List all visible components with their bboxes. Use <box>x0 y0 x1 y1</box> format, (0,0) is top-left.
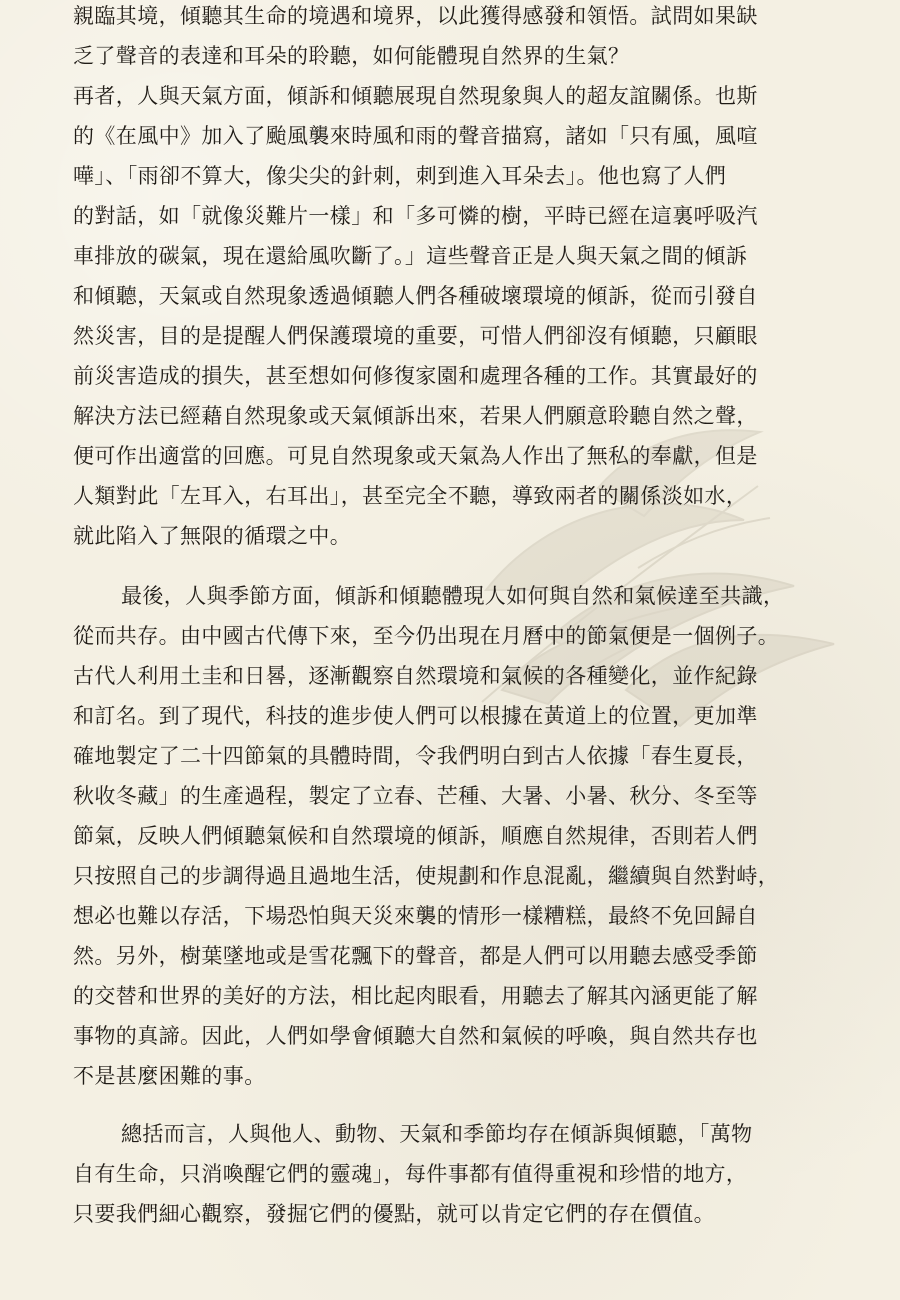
text-line: 古代人利用土圭和日晷，逐漸觀察自然環境和氣候的各種變化，並作紀錄 <box>73 664 758 688</box>
text-line: 解決方法已經藉自然現象或天氣傾訴出來，若果人們願意聆聽自然之聲， <box>73 404 758 428</box>
text-line: 前災害造成的損失，甚至想如何修復家園和處理各種的工作。其實最好的 <box>73 364 758 388</box>
text-line: 然災害，目的是提醒人們保護環境的重要，可惜人們卻沒有傾聽，只顧眼 <box>73 324 758 348</box>
text-line: 想必也難以存活，下場恐怕與天災來襲的情形一樣糟糕，最終不免回歸自 <box>73 904 758 928</box>
text-line: 最後，人與季節方面，傾訴和傾聽體現人如何與自然和氣候達至共識， <box>121 584 785 608</box>
text-line: 和訂名。到了現代，科技的進步使人們可以根據在黃道上的位置，更加準 <box>73 704 758 728</box>
text-line: 然。另外，樹葉墜地或是雪花飄下的聲音，都是人們可以用聽去感受季節 <box>73 944 758 968</box>
text-line: 便可作出適當的回應。可見自然現象或天氣為人作出了無私的奉獻，但是 <box>73 444 758 468</box>
text-line: 秋收冬藏」的生產過程，製定了立春、芒種、大暑、小暑、秋分、冬至等 <box>73 784 758 808</box>
text-line: 自有生命，只消喚醒它們的靈魂」，每件事都有值得重視和珍惜的地方， <box>73 1162 748 1186</box>
text-line: 再者，人與天氣方面，傾訴和傾聽展現自然現象與人的超友誼關係。也斯 <box>73 84 758 108</box>
text-line: 的交替和世界的美好的方法，相比起肉眼看，用聽去了解其內涵更能了解 <box>73 984 758 1008</box>
text-line: 車排放的碳氣，現在還給風吹斷了。」這些聲音正是人與天氣之間的傾訴 <box>73 244 748 268</box>
text-line: 的對話，如「就像災難片一樣」和「多可憐的樹，平時已經在這裏呼吸汽 <box>73 204 758 228</box>
text-line: 親臨其境，傾聽其生命的境遇和境界，以此獲得感發和領悟。試問如果缺 <box>73 4 758 28</box>
text-line: 事物的真諦。因此，人們如學會傾聽大自然和氣候的呼喚，與自然共存也 <box>73 1024 758 1048</box>
text-line: 和傾聽，天氣或自然現象透過傾聽人們各種破壞環境的傾訴，從而引發自 <box>73 284 758 308</box>
text-line: 總括而言，人與他人、動物、天氣和季節均存在傾訴與傾聽，「萬物 <box>121 1122 753 1146</box>
text-line: 從而共存。由中國古代傳下來，至今仍出現在月曆中的節氣便是一個例子。 <box>73 624 780 648</box>
text-line: 人類對此「左耳入，右耳出」，甚至完全不聽，導致兩者的關係淡如水， <box>73 484 748 508</box>
text-line: 的《在風中》加入了颱風襲來時風和雨的聲音描寫，諸如「只有風，風喧 <box>73 124 758 148</box>
text-line: 嘩」、「雨卻不算大，像尖尖的針刺，刺到進入耳朵去」。他也寫了人們 <box>73 164 727 188</box>
text-line: 只按照自己的步調得過且過地生活，使規劃和作息混亂，繼續與自然對峙， <box>73 864 780 888</box>
text-line: 只要我們細心觀察，發掘它們的優點，就可以肯定它們的存在價值。 <box>73 1202 715 1226</box>
text-line: 就此陷入了無限的循環之中。 <box>73 524 352 548</box>
text-line: 確地製定了二十四節氣的具體時間，令我們明白到古人依據「春生夏長， <box>73 744 758 768</box>
text-line: 乏了聲音的表達和耳朵的聆聽，如何能體現自然界的生氣？ <box>73 44 630 68</box>
text-line: 不是甚麼困難的事。 <box>73 1064 266 1088</box>
text-line: 節氣，反映人們傾聽氣候和自然環境的傾訴，順應自然規律，否則若人們 <box>73 824 758 848</box>
